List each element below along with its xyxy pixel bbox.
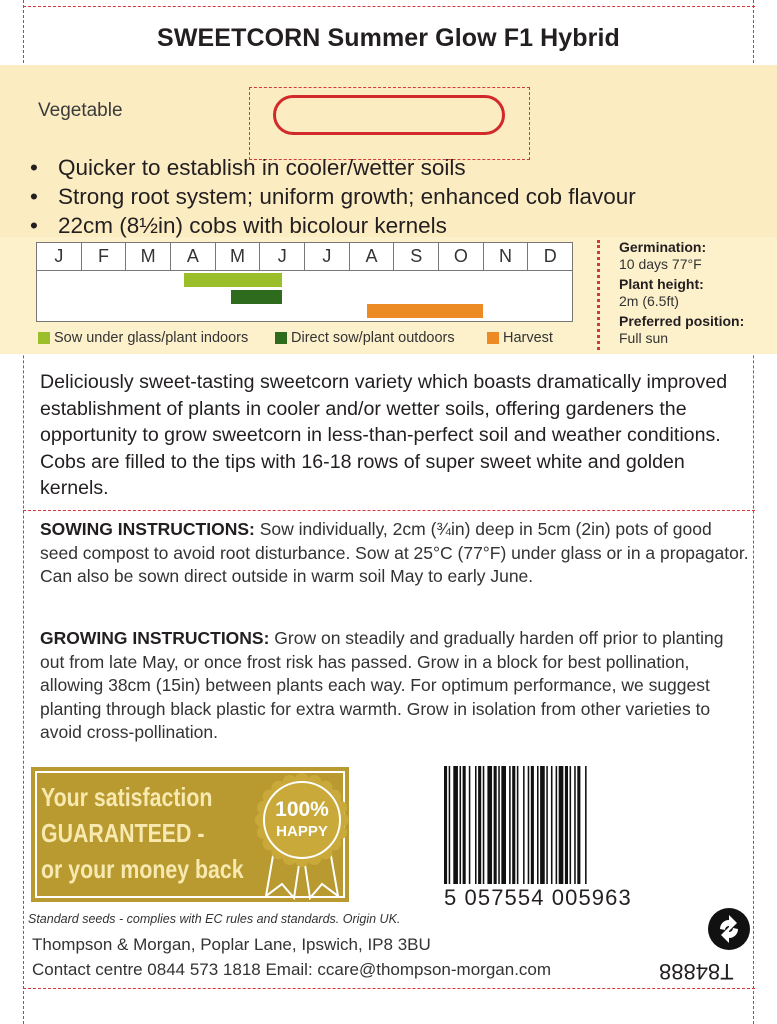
contact-info: Contact centre 0844 573 1818 Email: ccare@thompson-morgan.com	[32, 960, 552, 979]
info-separator	[597, 240, 600, 350]
calendar-month: S	[394, 243, 439, 270]
legend-swatch	[275, 332, 287, 344]
seal-percent: 100%	[275, 798, 329, 821]
germination-value: 10 days 77°F	[619, 256, 702, 272]
feature-item: • Quicker to establish in cooler/wetter soils	[30, 155, 466, 180]
calendar-month: J	[260, 243, 305, 270]
guarantee-line-1: Your satisfaction	[41, 782, 213, 812]
category-label: Vegetable	[38, 100, 123, 121]
legend-item-sow-indoors: Sow under glass/plant indoors	[38, 330, 248, 346]
green-dot-recycle-icon	[706, 906, 752, 952]
sowing-calendar	[36, 242, 573, 322]
legend-item-direct-sow: Direct sow/plant outdoors	[275, 330, 455, 346]
company-address: Thompson & Morgan, Poplar Lane, Ipswich, IP8 3BU	[32, 935, 431, 954]
feature-item: • Strong root system; uniform growth; enhanced cob flavour	[30, 184, 636, 209]
position-label: Preferred position:	[619, 313, 745, 329]
sowing-instructions: SOWING INSTRUCTIONS: Sow individually, 2cm (¾in) deep in 5cm (2in) pots of good seed compost to avoid root disturbance. Sow at 25°C (77°F) under glass or in a propagator. Can also be sown direct outside in warm soil May to early June.	[40, 519, 749, 586]
barcode-number: 5 057554 005963	[444, 885, 632, 910]
calendar-month: O	[439, 243, 484, 270]
legend-item-harvest: Harvest	[487, 330, 553, 346]
calendar-month: N	[484, 243, 529, 270]
legend-swatch	[38, 332, 50, 344]
guarantee-line-2: GUARANTEED -	[41, 818, 205, 848]
growing-instructions: GROWING INSTRUCTIONS: Grow on steadily and gradually harden off prior to planting out from late May, or once frost risk has passed. Grow in a block for best pollination, allowing 38cm (15in) between plants each way. For optimum performance, we suggest planting through black plastic for extra warmth. Grow in isolation from other varieties to avoid cross-pollination.	[40, 628, 724, 742]
bottom-cut-line	[23, 988, 755, 989]
calendar-months	[37, 243, 572, 271]
product-code: T84888	[659, 959, 734, 984]
calendar-bar-sow-under-glass	[184, 273, 282, 287]
calendar-bar-harvest	[367, 304, 483, 318]
calendar-month: J	[305, 243, 350, 270]
calendar-month: A	[171, 243, 216, 270]
feature-item: • 22cm (8½in) cobs with bicolour kernels	[30, 213, 447, 238]
calendar-bar-direct-sow	[231, 290, 282, 304]
height-label: Plant height:	[619, 276, 704, 292]
feature-list	[30, 153, 636, 240]
price-label-placeholder	[273, 95, 505, 135]
top-cut-line	[23, 6, 755, 7]
product-description: Deliciously sweet-tasting sweetcorn variety which boasts dramatically improved establishment of plants in cooler and/or wetter soils, offering gardeners the opportunity to grow sweetcorn in less-than-perfect soil and weather conditions. Cobs are filled to the tips with 16-18 rows of super sweet white and golden kernels.	[40, 371, 728, 499]
section-divider	[23, 510, 755, 511]
calendar-month: J	[37, 243, 82, 270]
calendar-month: F	[82, 243, 127, 270]
seal-word: HAPPY	[276, 823, 328, 840]
product-title: SWEETCORN Summer Glow F1 Hybrid	[157, 24, 620, 52]
height-value: 2m (6.5ft)	[619, 293, 679, 309]
calendar-month: M	[126, 243, 171, 270]
germination-label: Germination:	[619, 239, 707, 255]
growing-info	[619, 239, 744, 350]
happy-seal-icon	[252, 760, 352, 900]
calendar-month: A	[350, 243, 395, 270]
standard-seeds-note: Standard seeds - complies with EC rules and standards. Origin UK.	[28, 912, 401, 926]
barcode	[444, 766, 676, 884]
position-value: Full sun	[619, 330, 669, 346]
guarantee-line-3: or your money back	[41, 854, 244, 884]
calendar-month: D	[543, 246, 557, 266]
calendar-month: M	[216, 243, 261, 270]
legend-swatch	[487, 332, 499, 344]
